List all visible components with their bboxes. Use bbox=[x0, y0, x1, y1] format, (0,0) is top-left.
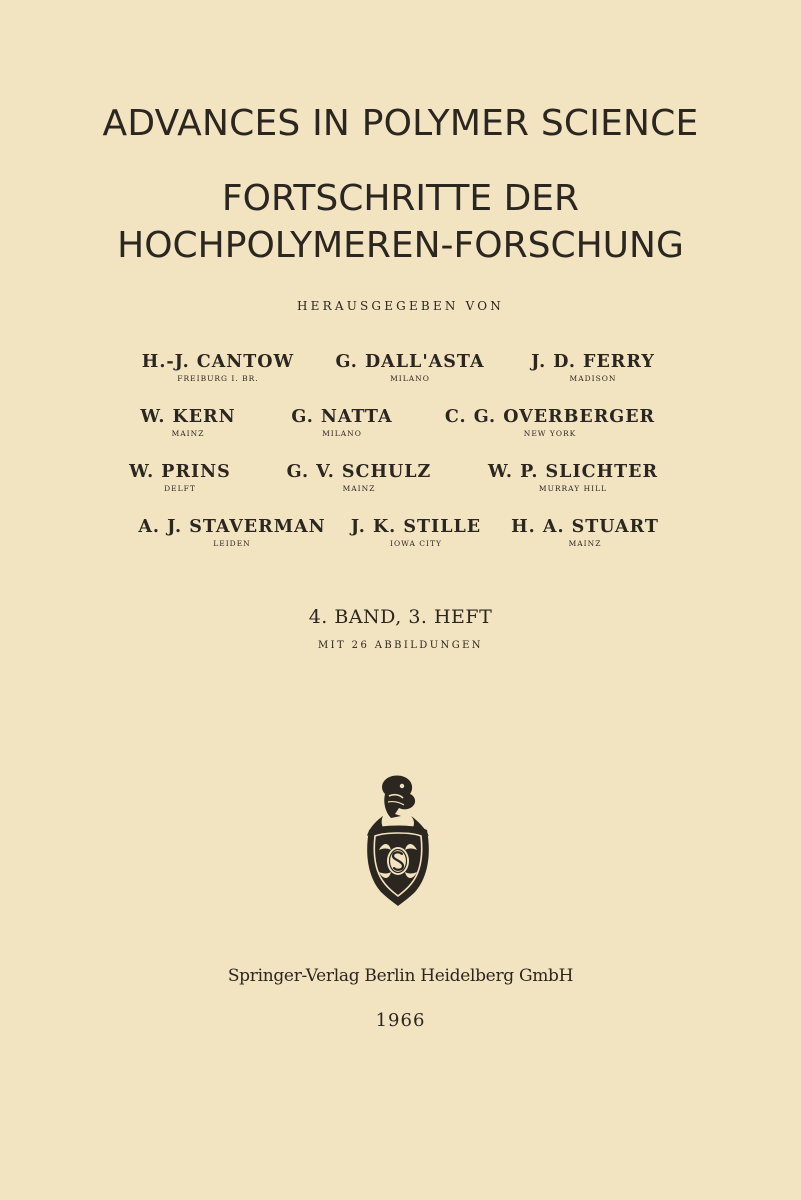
springer-knight-logo-icon bbox=[355, 772, 441, 912]
editor-city: LEIDEN bbox=[213, 538, 251, 548]
editor-name: W. PRINS bbox=[129, 462, 231, 482]
editor-dallasta bbox=[335, 354, 484, 382]
editor-ferry bbox=[531, 354, 655, 382]
editor-city: MADISON bbox=[569, 373, 617, 383]
editor-name: J. D. FERRY bbox=[531, 352, 655, 372]
editor-city: MAINZ bbox=[171, 428, 205, 438]
editor-city: MAINZ bbox=[342, 483, 376, 493]
editor-name: W. P. SLICHTER bbox=[487, 462, 659, 482]
volume-label: 4. BAND, 3. HEFT bbox=[308, 606, 493, 628]
editor-natta bbox=[291, 409, 392, 437]
illustrations-label: MIT 26 ABBILDUNGEN bbox=[318, 640, 483, 651]
editor-name: H.-J. CANTOW bbox=[141, 352, 295, 372]
editor-city: MURRAY HILL bbox=[538, 483, 608, 493]
editor-name: A. J. STAVERMAN bbox=[138, 517, 326, 537]
editor-slichter bbox=[488, 464, 658, 492]
editor-stille bbox=[351, 519, 481, 547]
german-title-line1: FORTSCHRITTE DER bbox=[221, 178, 580, 219]
editor-name: W. KERN bbox=[140, 407, 236, 427]
editor-kern bbox=[140, 409, 235, 437]
editor-city: NEW YORK bbox=[523, 428, 577, 438]
publication-year: 1966 bbox=[375, 1010, 426, 1031]
editors-heading: HERAUSGEGEBEN VON bbox=[296, 299, 505, 313]
editor-name: J. K. STILLE bbox=[350, 517, 482, 537]
editor-name: H. A. STUART bbox=[511, 517, 659, 537]
editor-staverman bbox=[138, 519, 325, 547]
editor-city: MAINZ bbox=[568, 538, 602, 548]
editor-name: G. V. SCHULZ bbox=[286, 462, 432, 482]
editor-schulz bbox=[287, 464, 432, 492]
series-title: ADVANCES IN POLYMER SCIENCE bbox=[102, 103, 699, 144]
publisher: Springer-Verlag Berlin Heidelberg GmbH bbox=[227, 966, 574, 986]
editor-name: G. NATTA bbox=[291, 407, 393, 427]
editor-stuart bbox=[511, 519, 659, 547]
editor-city: FREIBURG I. BR. bbox=[177, 373, 259, 383]
editor-name: C. G. OVERBERGER bbox=[444, 407, 656, 427]
editor-overberger bbox=[445, 409, 655, 437]
editor-city: MILANO bbox=[390, 373, 430, 383]
editor-city: DELFT bbox=[164, 483, 196, 493]
editor-city: MILANO bbox=[322, 428, 362, 438]
editor-prins bbox=[129, 464, 231, 492]
editor-cantow bbox=[142, 354, 294, 382]
editor-city: IOWA CITY bbox=[390, 538, 442, 548]
editor-name: G. DALL'ASTA bbox=[335, 352, 485, 372]
german-title-line2: HOCHPOLYMEREN-FORSCHUNG bbox=[117, 225, 684, 266]
